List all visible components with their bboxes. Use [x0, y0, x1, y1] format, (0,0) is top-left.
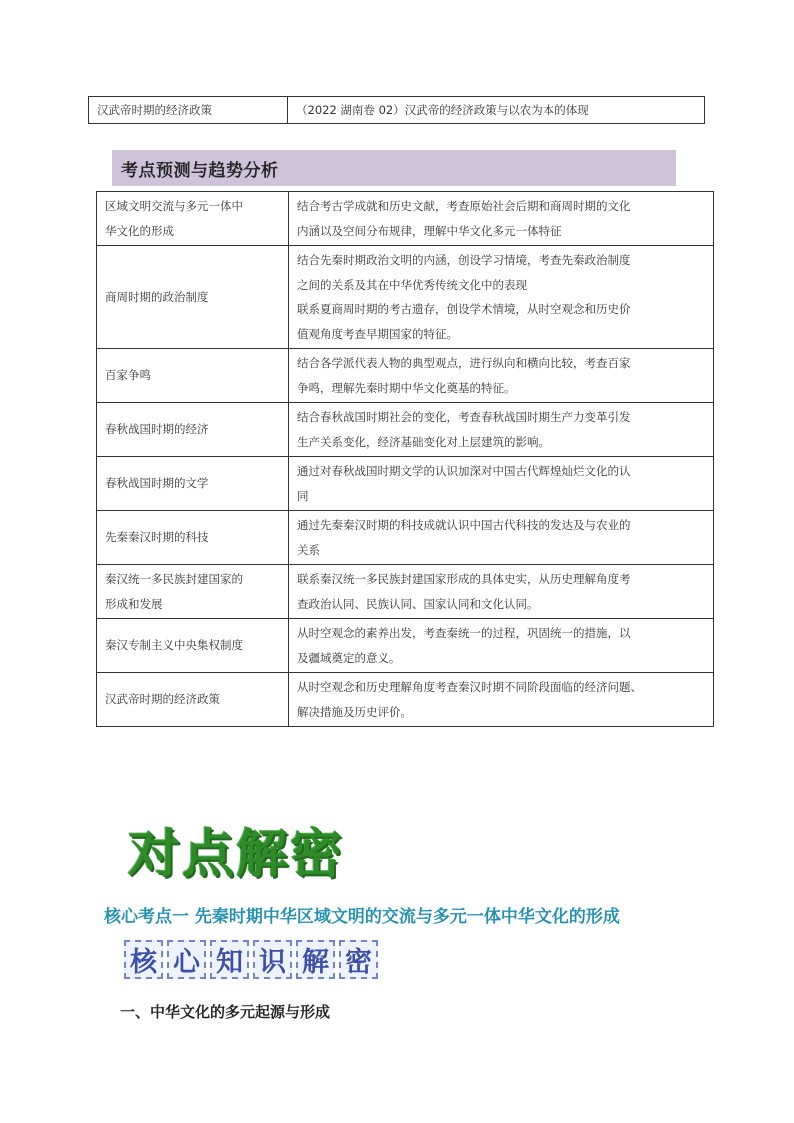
table-row [89, 97, 705, 124]
exam-topic-cell: 汉武帝时期的经济政策 [89, 97, 288, 124]
topic-line: 华文化的形成 [105, 223, 174, 238]
description-line: 结合考古学成就和历史文献，考查原始社会后期和商周时期的文化 [297, 199, 631, 213]
table-row [97, 349, 714, 403]
description-line: 联系夏商周时期的考古遗存，创设学术情境，从时空观念和历史价 [297, 302, 631, 316]
description-line: 结合先秦时期政治文明的内涵，创设学习情境，考查先秦政治制度 [297, 253, 631, 267]
table-row [97, 565, 714, 619]
description-cell [289, 349, 714, 403]
description-line: 通过先秦秦汉时期的科技成就认识中国古代科技的发达及与农业的 [297, 518, 631, 532]
section-banner [112, 150, 676, 186]
description-line: 结合春秋战国时期社会的变化，考查春秋战国时期生产力变革引发 [297, 410, 631, 424]
prediction-analysis-table [96, 191, 714, 727]
previous-exam-table [88, 96, 705, 124]
description-line: 查政治认同、民族认同、国家认同和文化认同。 [297, 596, 539, 611]
topic-line: 区域文明交流与多元一体中 [105, 199, 243, 213]
topic-line: 商周时期的政治制度 [105, 289, 209, 304]
description-line: 及疆域奠定的意义。 [297, 650, 401, 665]
topic-line: 先秦秦汉时期的科技 [105, 530, 209, 545]
description-line: 内涵以及空间分布规律，理解中华文化多元一体特征 [297, 223, 562, 238]
description-cell [289, 619, 714, 673]
description-cell [289, 403, 714, 457]
description-cell [289, 192, 714, 246]
topic-cell [97, 246, 289, 349]
topic-line: 秦汉统一多民族封建国家的 [105, 572, 243, 586]
topic-line: 形成和发展 [105, 596, 163, 611]
description-line: 争鸣，理解先秦时期中华文化奠基的特征。 [297, 380, 516, 395]
topic-line: 百家争鸣 [105, 368, 151, 383]
section-art-title: 对点解密 [128, 824, 345, 885]
description-cell [289, 246, 714, 349]
stamp-char: 识 [253, 940, 292, 979]
description-cell [289, 673, 714, 727]
description-line: 结合各学派代表人物的典型观点，进行纵向和横向比较，考查百家 [297, 356, 631, 370]
topic-cell [97, 511, 289, 565]
stamp-char: 知 [210, 940, 249, 979]
description-cell [289, 565, 714, 619]
sub-section-heading: 一、中华文化的多元起源与形成 [120, 1003, 331, 1021]
table-row [97, 192, 714, 246]
topic-cell [97, 192, 289, 246]
knowledge-banner [124, 940, 378, 979]
core-point-heading: 核心考点一 先秦时期中华区域文明的交流与多元一体中华文化的形成 [104, 907, 620, 927]
topic-line: 汉武帝时期的经济政策 [105, 692, 220, 707]
description-line: 生产关系变化，经济基础变化对上层建筑的影响。 [297, 434, 550, 449]
stamp-char: 密 [339, 940, 378, 979]
description-line: 关系 [297, 542, 320, 557]
topic-cell [97, 673, 289, 727]
description-line: 从时空观念的素养出发，考查秦统一的过程，巩固统一的措施，以 [297, 626, 631, 640]
table-row [97, 619, 714, 673]
exam-detail-cell: （2022 湖南卷 02）汉武帝的经济政策与以农为本的体现 [288, 97, 705, 124]
description-cell [289, 511, 714, 565]
topic-line: 秦汉专制主义中央集权制度 [105, 638, 243, 653]
description-cell [289, 457, 714, 511]
topic-line: 春秋战国时期的文学 [105, 476, 209, 491]
description-line: 同 [297, 488, 309, 503]
table-row [97, 511, 714, 565]
table-row [97, 457, 714, 511]
description-line: 值观角度考查早期国家的特征。 [297, 326, 458, 341]
banner-title: 考点预测与趋势分析 [121, 161, 279, 181]
topic-line: 春秋战国时期的经济 [105, 422, 209, 437]
description-line: 之间的关系及其在中华优秀传统文化中的表现 [297, 277, 527, 292]
analysis-table-body [97, 192, 714, 727]
table-row [97, 673, 714, 727]
stamp-char: 心 [167, 940, 206, 979]
stamp-char: 核 [124, 940, 163, 979]
topic-cell [97, 457, 289, 511]
description-line: 联系秦汉统一多民族封建国家形成的具体史实，从历史理解角度考 [297, 572, 631, 586]
description-line: 通过对春秋战国时期文学的认识加深对中国古代辉煌灿烂文化的认 [297, 464, 631, 478]
table-row [97, 403, 714, 457]
topic-cell [97, 349, 289, 403]
table-row [97, 246, 714, 349]
topic-cell [97, 403, 289, 457]
topic-cell [97, 565, 289, 619]
description-line: 解决措施及历史评价。 [297, 704, 412, 719]
stamp-char: 解 [296, 940, 335, 979]
description-line: 从时空观念和历史理解角度考查秦汉时期不同阶段面临的经济问题、 [297, 680, 642, 694]
topic-cell [97, 619, 289, 673]
